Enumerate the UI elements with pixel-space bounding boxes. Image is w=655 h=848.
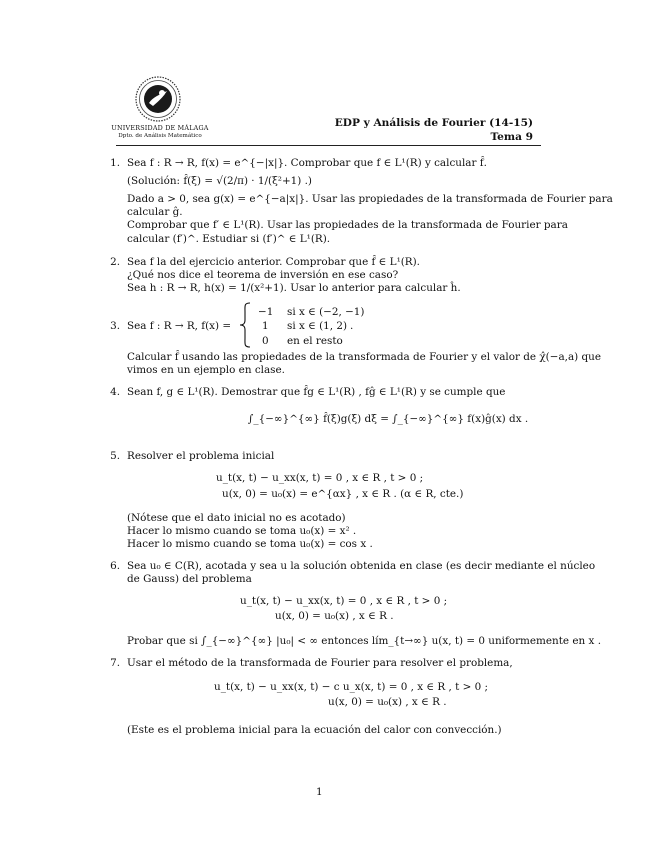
system-line: u_t(x, t) − u_xx(x, t) = 0 , x ∈ R , t > 0 ;	[240, 595, 448, 607]
exercise-line: de Gauss) del problema	[127, 573, 252, 585]
cases-brace	[238, 302, 254, 348]
case-value: −1	[258, 306, 274, 318]
exercise-line: Sean f, g ∈ L¹(R). Demostrar que f̂g ∈ L¹(R) , fĝ ∈ L¹(R) y se cumple que	[127, 386, 506, 398]
exercise-line: Comprobar que f′ ∈ L¹(R). Usar las propiedades de la transformada de Fourier para	[127, 219, 568, 231]
exercise-line: (Nótese que el dato inicial no es acotado)	[127, 512, 346, 524]
case-value: 0	[262, 335, 269, 347]
case-condition: si x ∈ (1, 2)	[287, 320, 348, 332]
exercise-line: calcular (f′)^. Estudiar si (f′)^ ∈ L¹(R).	[127, 233, 331, 245]
exercise-line: ¿Qué nos dice el teorema de inversión en ese caso?	[127, 269, 399, 281]
course-title: EDP y Análisis de Fourier (14-15)	[334, 117, 533, 129]
cases-period: .	[350, 320, 354, 332]
exercise-line: Sea f la del ejercicio anterior. Comprobar que f̂ ∈ L¹(R).	[127, 256, 420, 268]
exercise-line: Calcular f̂ usando las propiedades de la transformada de Fourier y el valor de χ̂(−a,a) que	[127, 351, 601, 363]
page-number: 1	[316, 786, 323, 798]
system-line: u(x, 0) = u₀(x) , x ∈ R .	[328, 696, 447, 708]
exercise-number: 1.	[110, 157, 120, 169]
case-condition: en el resto	[287, 335, 343, 347]
exercise-line: Sea u₀ ∈ C(R), acotada y sea u la solución obtenida en clase (es decir mediante el núcleo	[127, 560, 596, 572]
exercise-line: (Este es el problema inicial para la ecuación del calor con convección.)	[127, 724, 502, 736]
exercise-line: vimos en un ejemplo en clase.	[127, 364, 285, 376]
exercise-line: calcular ĝ.	[127, 206, 183, 218]
exercise-number: 6.	[110, 560, 120, 572]
system-line: u_t(x, t) − u_xx(x, t) = 0 , x ∈ R , t > 0 ;	[216, 472, 424, 484]
exercise-number: 7.	[110, 657, 120, 669]
system-line: u(x, 0) = u₀(x) , x ∈ R .	[275, 610, 394, 622]
exercise-line: Hacer lo mismo cuando se toma u₀(x) = cos x .	[127, 538, 373, 550]
case-condition: si x ∈ (−2, −1)	[287, 306, 365, 318]
exercise-number: 5.	[110, 450, 120, 462]
exercise-line: Sea f : R → R, f(x) = e^{−|x|}. Comprobar que f ∈ L¹(R) y calcular f̂.	[127, 157, 487, 169]
exercise-number: 2.	[110, 256, 120, 268]
exercise-line: Sea h : R → R, h(x) = 1/(x²+1). Usar lo anterior para calcular ĥ.	[127, 282, 461, 294]
university-name: UNIVERSIDAD DE MÁLAGA	[111, 124, 209, 132]
exercise-line: Sea f : R → R, f(x) =	[127, 320, 232, 332]
exercise-number: 3.	[110, 320, 120, 332]
exercise-line: Usar el método de la transformada de Fourier para resolver el problema,	[127, 657, 513, 669]
exercise-line: Resolver el problema inicial	[127, 450, 275, 462]
exercise-line: Probar que si ∫_{−∞}^{∞} |u₀| < ∞ entonces lím_{t→∞} u(x, t) = 0 uniformemente en x .	[127, 635, 601, 647]
header-rule	[116, 145, 541, 146]
exercise-line: Hacer lo mismo cuando se toma u₀(x) = x² .	[127, 525, 357, 537]
sheet-title: Tema 9	[490, 131, 533, 143]
system-line: u(x, 0) = u₀(x) = e^{αx} , x ∈ R . (α ∈ R, cte.)	[222, 488, 464, 500]
university-seal-logo	[135, 76, 181, 122]
system-line: u_t(x, t) − u_xx(x, t) − c u_x(x, t) = 0 , x ∈ R , t > 0 ;	[214, 681, 489, 693]
exercise-number: 4.	[110, 386, 120, 398]
department-name: Dpto. de Análisis Matemático	[118, 133, 202, 139]
exercise-line: Dado a > 0, sea g(x) = e^{−a|x|}. Usar las propiedades de la transformada de Fourier para	[127, 193, 613, 205]
display-equation: ∫_{−∞}^{∞} f̂(ξ)g(ξ) dξ = ∫_{−∞}^{∞} f(x)ĝ(x) dx .	[248, 413, 529, 425]
exercise-line: (Solución: f̂(ξ) = √(2/π) · 1/(ξ²+1) .)	[127, 175, 312, 187]
case-value: 1	[262, 320, 269, 332]
